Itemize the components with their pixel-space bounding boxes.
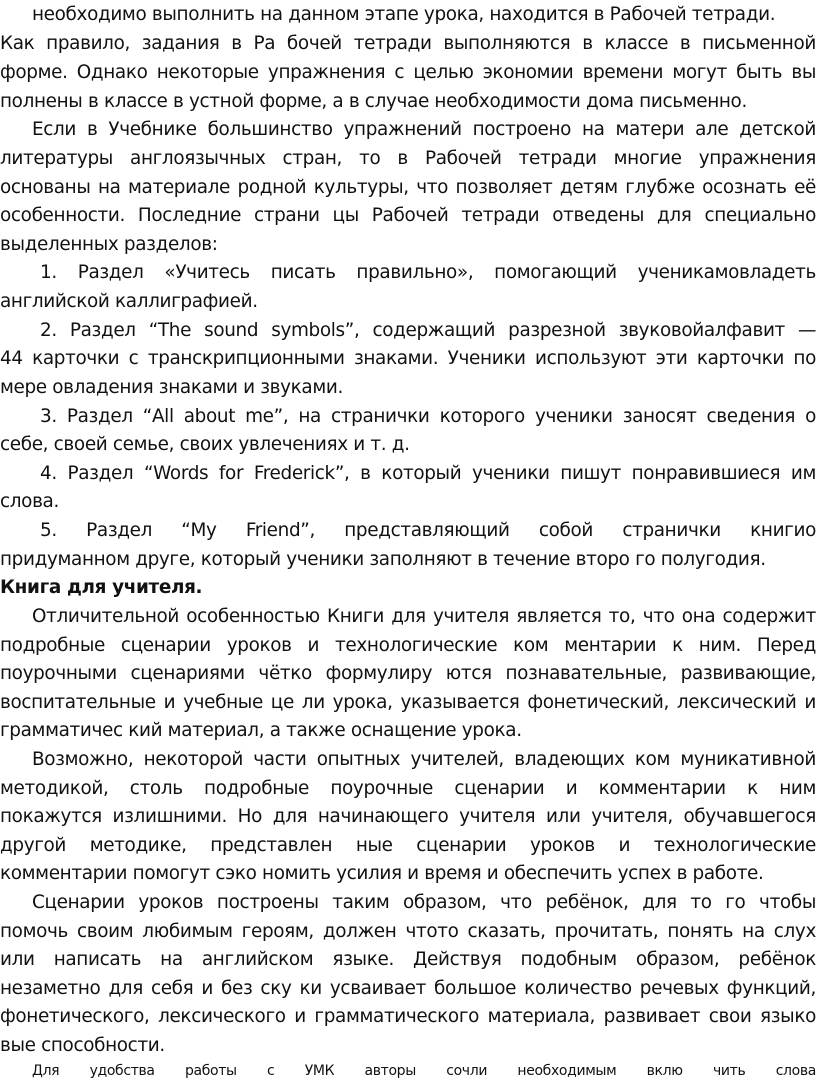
paragraph-line: комментарии помогут сэко номить усилия и время и обеспечить успех в работе.: [0, 863, 764, 884]
section-heading: Книга для учителя.: [0, 577, 203, 598]
list-item-3-cont: себе, своей семье, своих увлечениях и т. д.: [0, 434, 410, 455]
paragraph-line: особенности. Последние страни цы Рабочей тетради отведены для специально: [0, 205, 816, 226]
paragraph-line: подробные сценарии уроков и технологические ком ментарии к ним. Перед: [0, 635, 816, 656]
paragraph-line: форме. Однако некоторые упражнения с целью экономии времени могут быть вы: [0, 62, 816, 83]
paragraph-line: Отличительной особенностью Книги для учителя является то, что она содержит: [32, 606, 816, 627]
paragraph-line: полнены в классе в устной форме, а в случае необходимости дома письменно.: [0, 91, 747, 112]
list-item-5: 5. Раздел “My Friend”, представляющий собой странички книгио: [40, 520, 816, 541]
paragraph-line: Как правило, задания в Ра бочей тетради выполняются в классе в письменной: [0, 33, 816, 54]
paragraph-line: основаны на материале родной культуры, что позволяет детям глубже осознать её: [0, 177, 816, 198]
paragraph-line: Для удобства работы с УМК авторы сочли необходимым вклю чить слова: [32, 1063, 816, 1079]
list-item-5-cont: придуманном друге, который ученики заполняют в течение второ го полугодия.: [0, 549, 766, 570]
paragraph-line: помочь своим любимым героям, должен чтото сказать, прочитать, понять на слух: [0, 921, 816, 942]
paragraph-line: поурочными сценариями чётко формулиру ются познавательные, развивающие,: [0, 663, 816, 684]
list-item-4: 4. Раздел “Words for Frederick”, в который ученики пишут понравившиеся им: [40, 463, 816, 484]
paragraph-line: Если в Учебнике большинство упражнений построено на матери але детской: [32, 119, 816, 140]
list-item-2-cont: 44 карточки с транскрипционными знаками. Ученики используют эти карточки по: [0, 348, 816, 369]
paragraph-line: Возможно, некоторой части опытных учителей, владеющих ком муникативной: [32, 749, 816, 770]
list-item-3: 3. Раздел “All about me”, на странички которого ученики заносят сведения о: [40, 406, 816, 427]
list-item-1: 1. Раздел «Учитесь писать правильно», помогающий ученикамовладеть: [40, 262, 816, 283]
list-item-2-cont: мере овладения знаками и звуками.: [0, 377, 343, 398]
paragraph-line: литературы англоязычных стран, то в Рабочей тетради многие упражнения: [0, 148, 816, 169]
list-item-4-cont: слова.: [0, 491, 59, 512]
paragraph-line: необходимо выполнить на данном этапе урока, находится в Рабочей тетради.: [32, 4, 776, 25]
paragraph-line: методикой, столь подробные поурочные сценарии и комментарии к ним: [0, 778, 816, 799]
paragraph-line: другой методике, представлен ные сценарии уроков и технологические: [0, 835, 816, 856]
paragraph-line: Сценарии уроков построены таким образом, что ребёнок, для то го чтобы: [32, 892, 816, 913]
paragraph-line: выделенных разделов:: [0, 234, 218, 255]
paragraph-line: грамматичес кий материал, а также оснащение урока.: [0, 720, 522, 741]
paragraph-line: воспитательные и учебные це ли урока, указывается фонетический, лексический и: [0, 692, 816, 713]
paragraph-line: фонетического, лексического и грамматического материала, развивает свои языко: [0, 1006, 816, 1027]
paragraph-line: покажутся излишними. Но для начинающего учителя или учителя, обучавшегося: [0, 806, 816, 827]
list-item-1-cont: английской каллиграфией.: [0, 291, 258, 312]
paragraph-line: вые способности.: [0, 1035, 165, 1056]
list-item-2: 2. Раздел “The sound symbols”, содержащий разрезной звуковойалфавит —: [40, 320, 816, 341]
paragraph-line: незаметно для себя и без ску ки усваивает большое количество речевых функций,: [0, 978, 816, 999]
paragraph-line: или написать на английском языке. Действуя подобным образом, ребёнок: [0, 949, 816, 970]
